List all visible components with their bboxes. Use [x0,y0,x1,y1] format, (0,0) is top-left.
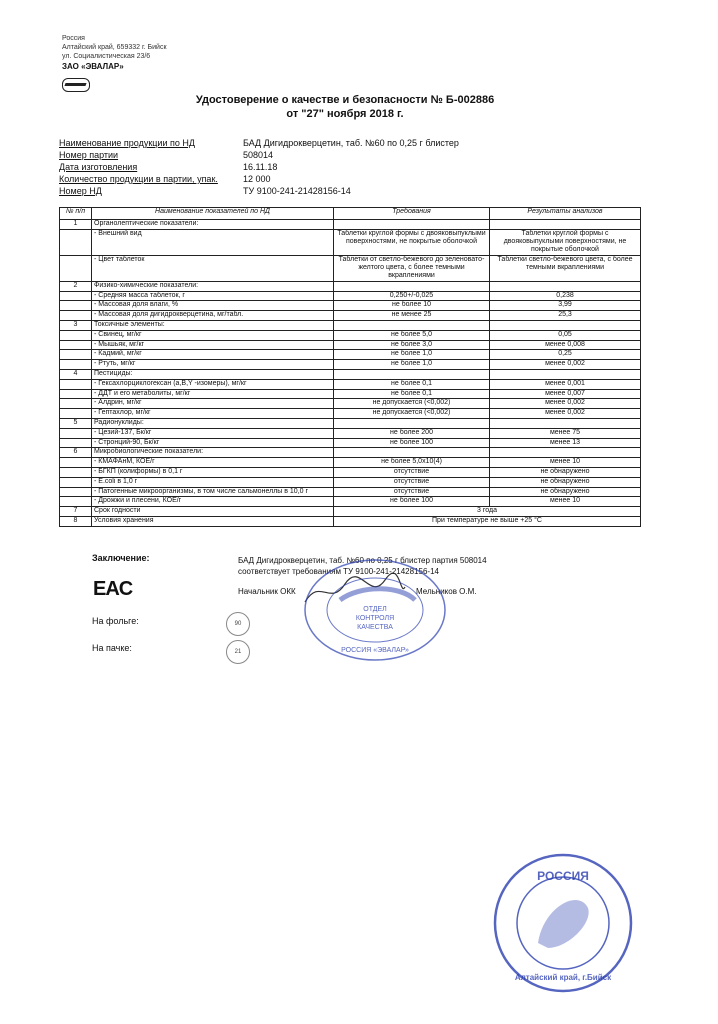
cell-num [60,311,92,321]
cell-requirement: отсутствие [334,487,490,497]
title-line-1: Удостоверение о качестве и безопасности № Б-002886 [195,94,495,106]
document-title [150,93,540,121]
section-row [60,507,641,517]
cell-name: - Патогенные микроорганизмы, в том числе сальмонеллы в 10,0 г [92,487,334,497]
cell-result [490,320,641,330]
info-row [59,138,659,150]
col-header-name: Наименование показателей по НД [92,208,334,220]
info-value: 16.11.18 [243,162,278,172]
cell-requirement [334,418,490,428]
section-row [60,448,641,458]
cell-name: - Гептахлор, мг/кг [92,409,334,419]
cell-num [60,428,92,438]
cell-num: 8 [60,516,92,526]
cell-requirement: Таблетки круглой формы с двояковыпуклыми поверхностями, не покрытые оболочкой [334,229,490,255]
cell-num [60,350,92,360]
okk-stamp-line: КАЧЕСТВА [357,624,393,631]
cell-num [60,438,92,448]
cell-result: менее 10 [490,458,641,468]
cell-name: Микробиологические показатели: [92,448,334,458]
info-label: Наименование продукции по НД [59,138,195,148]
info-row [59,186,659,198]
info-label: Номер партии [59,150,119,160]
cell-requirement [334,320,490,330]
cell-name: Условия хранения [92,516,334,526]
conclusion-line-1: БАД Дигидрокверцетин, таб. №60 по 0,25 г блистер партия 508014 [238,556,487,565]
cell-num [60,467,92,477]
cell-merged-value: 3 года [334,507,641,517]
table-row [60,229,641,255]
cell-requirement: не более 5,0x10(4) [334,458,490,468]
cell-requirement [334,220,490,230]
cell-name: - Цвет таблеток [92,255,334,281]
section-row [60,220,641,230]
table-row [60,389,641,399]
cell-num [60,389,92,399]
cell-name: - Средняя масса таблеток, г [92,291,334,301]
certification-stamp [488,848,638,998]
cell-requirement: не допускается (<0,002) [334,399,490,409]
cell-num: 2 [60,281,92,291]
table-row [60,399,641,409]
cell-result: менее 0,002 [490,409,641,419]
cell-requirement [334,448,490,458]
cell-requirement: не более 100 [334,497,490,507]
cell-num [60,399,92,409]
cell-requirement: не допускается (<0,002) [334,409,490,419]
cell-result: Таблетки светло-бежевого цвета, с более темными вкраплениями [490,255,641,281]
cell-result: 25,3 [490,311,641,321]
pack-label: На пачке: [92,643,132,653]
cell-num: 1 [60,220,92,230]
section-row [60,320,641,330]
table-row [60,497,641,507]
cell-requirement: не более 5,0 [334,330,490,340]
quality-table [59,207,641,527]
table-row [60,477,641,487]
okk-stamp-line: КОНТРОЛЯ [355,615,395,622]
conclusion-label: Заключение: [92,553,150,563]
signatory-name: Мельников О.М. [416,587,477,596]
cell-requirement: отсутствие [334,467,490,477]
company-address [62,34,167,71]
section-row [60,369,641,379]
okk-stamp [300,555,450,665]
cell-requirement: не более 0,1 [334,389,490,399]
table-row [60,291,641,301]
table-row [60,458,641,468]
table-row [60,379,641,389]
cell-num [60,477,92,487]
cell-result: не обнаружено [490,477,641,487]
cell-name: - ДДТ и его метаболиты, мг/кг [92,389,334,399]
cell-name: - Стронций-90, Бк/кг [92,438,334,448]
cell-result: менее 13 [490,438,641,448]
product-info [59,138,659,198]
cell-name: - Цезий-137, Бк/кг [92,428,334,438]
cell-num: 3 [60,320,92,330]
cell-requirement: не более 100 [334,438,490,448]
cell-name: Срок годности [92,507,334,517]
cell-name: - Гексахлорциклогексан (a,B,Y -изомеры), мг/кг [92,379,334,389]
cell-name: Физико-химические показатели: [92,281,334,291]
cell-requirement: отсутствие [334,477,490,487]
cell-result: не обнаружено [490,487,641,497]
col-header-requirements: Требования [334,208,490,220]
cell-name: - Алдрин, мг/кг [92,399,334,409]
cell-requirement: 0,250+/-0,025 [334,291,490,301]
cell-name: Пестициды: [92,369,334,379]
cell-result: 0,05 [490,330,641,340]
section-row [60,418,641,428]
cell-requirement: не более 1,0 [334,350,490,360]
cell-result [490,281,641,291]
cell-num [60,487,92,497]
cell-num [60,340,92,350]
cell-result: менее 10 [490,497,641,507]
cell-num [60,330,92,340]
cell-name: - Ртуть, мг/кг [92,360,334,370]
certification-stamp-ring: Алтайский край, г.Бийск [514,973,612,982]
cell-name: - Внешний вид [92,229,334,255]
cell-num [60,458,92,468]
cell-name: - Массовая доля дигидрокверцетина, мг/табл. [92,311,334,321]
recycle-foil-icon: 90 [226,612,250,636]
table-row [60,301,641,311]
info-label: Номер НД [59,186,102,196]
table-row [60,350,641,360]
cell-num [60,229,92,255]
cell-num [60,360,92,370]
cell-merged-value: При температуре не выше +25 °С [334,516,641,526]
cell-name: - Кадмий, мг/кг [92,350,334,360]
cell-name: - Массовая доля влаги, % [92,301,334,311]
cell-num [60,255,92,281]
signatory-title: Начальник ОКК [238,587,296,596]
cell-name: - КМАФАнМ, КОЕ/г [92,458,334,468]
cell-name: Органолептические показатели: [92,220,334,230]
cell-requirement [334,369,490,379]
info-row [59,162,659,174]
cell-name: - БГКП (колиформы) в 0,1 г [92,467,334,477]
recycle-pack-icon: 21 [226,640,250,664]
cell-requirement: не более 200 [334,428,490,438]
cell-requirement: не более 1,0 [334,360,490,370]
title-line-2: от "27" ноября 2018 г. [286,108,404,120]
cell-result [490,418,641,428]
cell-result [490,369,641,379]
info-row [59,174,659,186]
certification-stamp-top: РОССИЯ [537,869,589,883]
cell-result: менее 0,001 [490,379,641,389]
info-label: Количество продукции в партии, упак. [59,174,218,184]
conclusion-line-2: соответствует требованиям ТУ 9100-241-21428156-14 [238,567,439,576]
cell-requirement: не более 3,0 [334,340,490,350]
cell-result: не обнаружено [490,467,641,477]
cell-name: - Свинец, мг/кг [92,330,334,340]
cell-result: менее 0,002 [490,360,641,370]
evalar-logo-icon [62,78,90,92]
cell-name: - E.coli в 1,0 г [92,477,334,487]
table-row [60,255,641,281]
table-row [60,438,641,448]
table-row [60,487,641,497]
okk-stamp-bottom: РОССИЯ «ЭВАЛАР» [341,647,409,654]
table-row [60,360,641,370]
company-name: ЗАО «ЭВАЛАР» [62,62,124,71]
cell-num [60,497,92,507]
cell-result: Таблетки круглой формы с двояковыпуклыми поверхностями, не покрытые оболочкой [490,229,641,255]
cell-requirement: не менее 25 [334,311,490,321]
cell-result: менее 0,002 [490,399,641,409]
cell-result [490,448,641,458]
cell-num [60,409,92,419]
cell-result: 0,25 [490,350,641,360]
cell-num: 4 [60,369,92,379]
cell-num [60,379,92,389]
address-line: ул. Социалистическая 23/6 [62,53,151,60]
cell-result: менее 0,008 [490,340,641,350]
cell-name: - Мышьяк, мг/кг [92,340,334,350]
cell-num: 7 [60,507,92,517]
cell-name: - Дрожжи и плесени, КОЕ/г [92,497,334,507]
section-row [60,281,641,291]
foil-label: На фольге: [92,616,139,626]
cell-requirement: Таблетки от светло-бежевого до зеленовато-желтого цвета, с более темными вкраплениями [334,255,490,281]
cell-result: 3,99 [490,301,641,311]
cell-requirement: не более 0,1 [334,379,490,389]
table-body [60,220,641,527]
cell-num: 5 [60,418,92,428]
col-header-num: № п/п [60,208,92,220]
info-value: ТУ 9100-241-21428156-14 [243,186,351,196]
cell-result: менее 0,007 [490,389,641,399]
info-value: 508014 [243,150,274,160]
cell-num [60,291,92,301]
info-row [59,150,659,162]
table-row [60,409,641,419]
address-line: Алтайский край, 659332 г. Бийск [62,44,167,51]
cell-name: Радионуклиды: [92,418,334,428]
cell-result: 0,238 [490,291,641,301]
cell-requirement: не более 10 [334,301,490,311]
table-row [60,330,641,340]
table-row [60,311,641,321]
info-value: 12 000 [243,174,271,184]
address-line: Россия [62,35,85,42]
cell-result: менее 75 [490,428,641,438]
table-row [60,467,641,477]
table-row [60,340,641,350]
section-row [60,516,641,526]
info-label: Дата изготовления [59,162,138,172]
info-value: БАД Дигидрокверцетин, таб. №60 по 0,25 г блистер [243,138,459,148]
cell-num [60,301,92,311]
cell-requirement [334,281,490,291]
col-header-results: Результаты анализов [490,208,641,220]
okk-stamp-line: ОТДЕЛ [363,606,387,613]
eac-mark: EAC [93,578,133,600]
cell-num: 6 [60,448,92,458]
cell-result [490,220,641,230]
table-row [60,428,641,438]
cell-name: Токсичные элементы: [92,320,334,330]
